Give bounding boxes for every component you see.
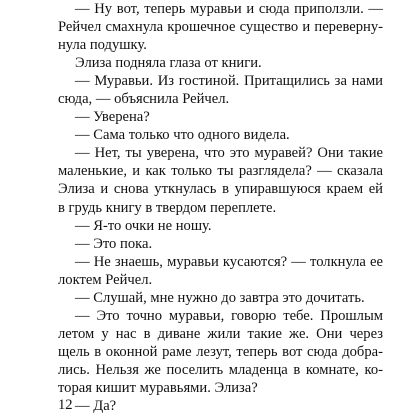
body-text [58, 0, 383, 415]
text-line: сюда, — объяснила Рейчел. [58, 91, 230, 108]
text-line: маленькие, и как только ты разглядела? — сказала [58, 163, 383, 180]
text-line: Элиза подняла глаза от книги. [75, 55, 262, 72]
text-line: локтем Рейчел. [58, 271, 153, 288]
text-line: — Не знаешь, муравьи кусаются? — толкнула ее [75, 253, 383, 270]
text-line: торая кишит муравьями. Элиза? [58, 379, 258, 396]
text-line: — Ну вот, теперь муравьи и сюда приползли. — [75, 1, 383, 17]
text-line: — Я-то очки не ношу. [75, 217, 212, 234]
text-line: — Нет, ты уверена, что это муравей? Они такие [75, 145, 383, 162]
text-line: летом у нас в диване жили такие же. Они через [58, 325, 383, 342]
text-line: — Слушай, мне нужно до завтра это дочитать. [75, 289, 365, 306]
page-number: 12 [58, 397, 73, 413]
text-line: лись. Нельзя же поселить младенца в комнате, ко- [58, 361, 383, 378]
text-line: — Да? [75, 398, 117, 415]
text-line: — Это пока. [75, 235, 153, 252]
text-line: щель в оконной раме лезут, теперь вот сюда добра- [58, 343, 383, 360]
text-line: нула подушку. [58, 37, 147, 54]
text-line: — Уверена? [75, 109, 150, 126]
text-line: в грудь книгу в твердом переплете. [58, 199, 277, 216]
text-line: — Сама только что одного видела. [75, 127, 290, 144]
text-line: Элиза и снова уткнулась в упиравшуюся краем ей [58, 181, 383, 198]
text-line: — Муравьи. Из гостиной. Притащились за нами [75, 73, 383, 90]
text-line: — Это точно муравьи, говорю тебе. Прошлым [75, 307, 383, 324]
text-line: Рейчел смахнула крошечное существо и переверну- [58, 19, 383, 36]
